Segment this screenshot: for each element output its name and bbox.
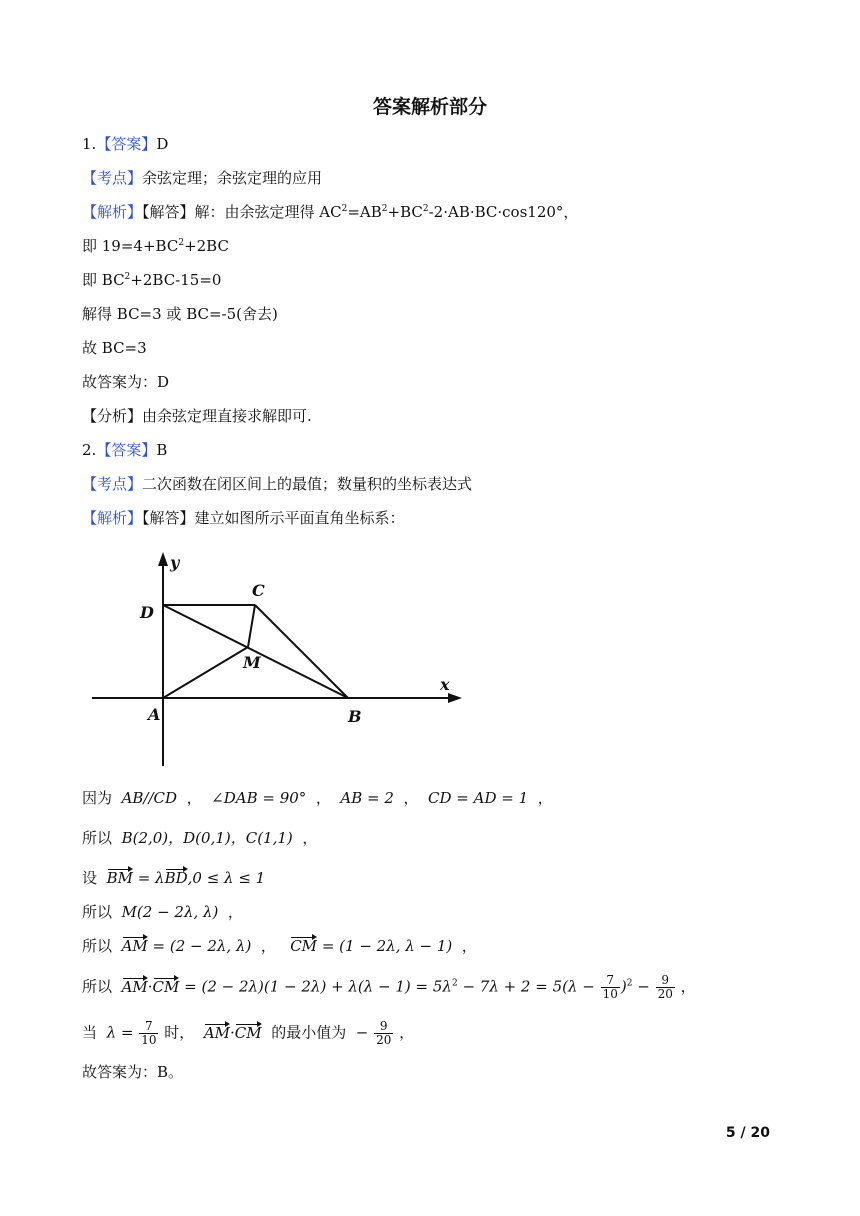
label-x: x (440, 675, 450, 694)
q1-answer: D (156, 135, 169, 153)
kaodian-tag: 【考点】 (82, 475, 143, 493)
segment-AM (163, 647, 248, 698)
q1-jiexi-line: 【解析】【解答】解：由余弦定理得 $AC^2=AB^2+BC^2-2\cdot AB\cdot BC\cdot\cos 120^\circ$， (82, 203, 579, 221)
jiexi-tag: 【解析】 (82, 509, 143, 527)
q2-kaodian-line: 【考点】二次函数在闭区间上的最值；数量积的坐标表达式 (82, 475, 473, 493)
q1-answer-line: 1.【答案】D (82, 135, 169, 153)
label-C: C (252, 581, 265, 600)
fraction-7-10: $\frac{7}{10}$ (602, 973, 618, 1001)
q2-line8: 故答案为：B。 (82, 1063, 184, 1081)
q2-line1: 因为 AB//CD ， ∠DAB = 90° ， AB = 2 ， CD = AD = 1 ， (82, 789, 553, 807)
x-arrow-icon (448, 693, 462, 703)
label-y: y (170, 553, 180, 572)
jiexi-tag: 【解析】 (82, 203, 143, 221)
answer-tag: 【答案】 (96, 441, 157, 459)
segment-CM (248, 605, 255, 647)
q2-answer-line: 2.【答案】B (82, 441, 168, 459)
q2-line7: 当 λ = $\frac{7}{10}$ 时， AM·CM 的最小值为 − $\frac{9}{20}$ ， (82, 1019, 415, 1047)
q2-answer: B (156, 441, 168, 459)
q2-line5: 所以 AM = (2 − 2λ, λ) ， CM = (1 − 2λ, λ − 1) ， (82, 937, 477, 955)
q2-line6: 所以 $AM\cdot CM = (2 - 2\lambda)(1 - 2\lambda) + \lambda(\lambda - 1) = 5\lambda^2 - 7\lambda + 2 = 5(\lambda$ − $\frac{7}{10}$ )$^2$ − $\frac{9}{20}$ ， (82, 973, 696, 1001)
label-D: D (140, 603, 154, 622)
q1-step5: 故答案为：D (82, 373, 170, 391)
coordinate-figure (90, 548, 470, 770)
y-arrow-icon (158, 552, 168, 566)
fraction-9-20: $\frac{9}{20}$ (657, 973, 673, 1001)
q1-kaodian-line: 【考点】余弦定理；余弦定理的应用 (82, 169, 323, 187)
q1-step1: 即 $19=4+BC^2+2BC$ (82, 237, 229, 255)
fraction-9-20: $\frac{9}{20}$ (376, 1019, 392, 1047)
answer-tag: 【答案】 (96, 135, 157, 153)
q1-step3: 解得 BC=3 或 BC=-5(舍去) (82, 305, 278, 323)
label-A: A (148, 705, 161, 724)
fraction-7-10: $\frac{7}{10}$ (141, 1019, 157, 1047)
q2-line4: 所以 M(2 − 2λ, λ) ， (82, 903, 243, 921)
q2-line3: 设 BM = λBD,0 ≤ λ ≤ 1 (82, 869, 266, 887)
q2-jiexi-line: 【解析】【解答】建立如图所示平面直角坐标系： (82, 509, 405, 527)
q1-step2: 即 $BC^2+2BC-15=0$ (82, 271, 222, 289)
label-M: M (243, 653, 261, 672)
q2-line2: 所以 B(2,0)，D(0,1)，C(1,1) ， (82, 829, 318, 847)
segment-DB (163, 605, 348, 698)
page-number: 5 / 20 (725, 1125, 770, 1141)
page-title: 答案解析部分 (372, 96, 487, 118)
q1-fenxi: 【分析】由余弦定理直接求解即可. (82, 407, 312, 425)
label-B: B (348, 707, 362, 726)
kaodian-tag: 【考点】 (82, 169, 143, 187)
segment-CB (255, 605, 348, 698)
q1-step4: 故 BC=3 (82, 339, 147, 357)
